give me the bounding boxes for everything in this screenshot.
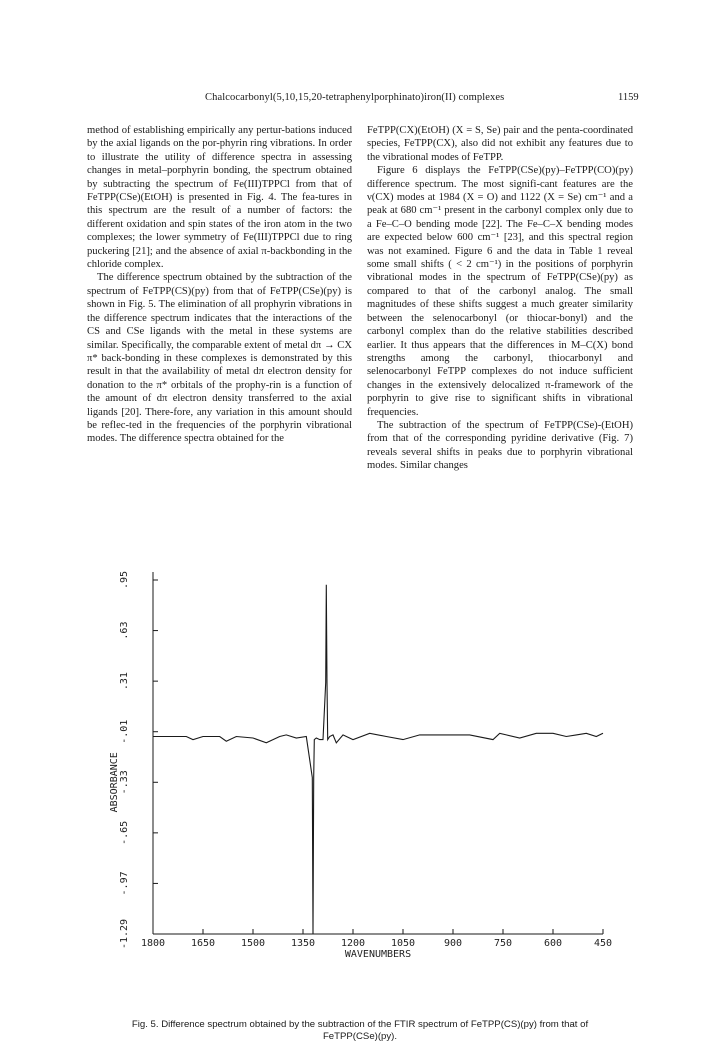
left-column <box>87 124 352 446</box>
y-tick-label: .31 <box>119 672 130 691</box>
chart-axes <box>153 572 603 934</box>
x-tick-label: 600 <box>543 938 563 949</box>
x-tick-label: 900 <box>443 938 463 949</box>
x-tick-label: 1200 <box>340 938 366 949</box>
y-tick-label: -1.29 <box>119 918 130 950</box>
figure-5 <box>95 552 615 1012</box>
running-title: Chalcocarbonyl(5,10,15,20-tetraphenylporphinato)iron(II) complexes <box>205 92 505 103</box>
paragraph: FeTPP(CX)(EtOH) (X = S, Se) pair and the penta-coordinated species, FeTPP(CX), also did not exhibit any features due to the vibrational modes of FeTPP. <box>367 125 633 163</box>
difference-spectrum-chart <box>95 552 615 1012</box>
y-tick-label: -.01 <box>119 719 130 744</box>
x-tick-label: 1500 <box>240 938 266 949</box>
x-tick-label: 750 <box>493 938 513 949</box>
x-tick-label: 1650 <box>190 938 216 949</box>
x-tick-labels <box>141 938 612 949</box>
figure-caption: Fig. 5. Difference spectrum obtained by the subtraction of the FTIR spectrum of FeTPP(CS)(py) from that of FeTPP(CSe)(py). <box>131 1019 589 1042</box>
page-number: 1159 <box>618 92 639 103</box>
x-tick-label: 1350 <box>290 938 316 949</box>
x-tick-label: 1800 <box>140 938 166 949</box>
y-tick-label: .95 <box>119 570 130 590</box>
y-tick-label: -.97 <box>119 871 130 896</box>
y-tick-label: -.65 <box>119 820 130 845</box>
paragraph: method of establishing empirically any pertur-bations induced by the axial ligands on the por-phyrin ring vibrations. In order to illustrate the utility of difference spectra in assessing changes in metal–porphyrin bonding, the spectrum obtained by subtracting the spectrum of Fe(III)TPPCl from that of FeTPP(CSe)(EtOH) is presented in Fig. 4. The fea-tures in this spectrum are the result of a number of factors: the different oxidation and spin states of the iron atom in the two complexes; the lower symmetry of Fe(III)TPPCl due to ring puckering [21]; and the absence of axial π-backbonding in the chloride complex. <box>87 125 352 271</box>
paragraph: The difference spectrum obtained by the subtraction of the spectrum of FeTPP(CS)(py) from that of FeTPP(CSe)(py) is shown in Fig. 5. The elimination of all prophyrin vibrations in the difference spectrum indicates that the interactions of the CS and CSe ligands with the metal in these systems are similar. Specifically, the comparable extent of metal dπ → CX π* back-bonding in these complexes is demonstrated by this result in that the availability of metal dπ electron density for donation to the π* orbitals of the prophy-rin is a function of the amount of dπ electron density transferred to the axial ligands [20]. There-fore, any variation in this amount should be reflec-ted in the frequencies of the porphyrin vibrational modes. The difference spectra obtained for the <box>87 272 352 445</box>
y-axis-label: ABSORBANCE <box>109 752 120 813</box>
paragraph: Figure 6 displays the FeTPP(CSe)(py)–FeTPP(CO)(py) difference spectrum. The most signifi-cant features are the ν(CX) modes at 1984 (X = O) and 1122 (X = Se) cm⁻¹ and a peak at 680 cm⁻¹ present in the carbonyl complex only due to a Fe–C–O bending mode [22]. The Fe–C–X bending modes are expected below 600 cm⁻¹ [23], and this spectral region was not examined. Figure 6 and the data in Table 1 reveal some small shifts ( < 2 cm⁻¹) in the positions of porphyrin vibrational modes in the spectrum of FeTPP(CSe)(py) as compared to that of the carbonyl analog. The small magnitudes of these shifts suggest a much greater similarity between the selenocarbonyl (or thiocar-bonyl) and the carbonyl complex than do the relative stabilities described earlier. It thus appears that the differences in M–C(X) bond strengths among the carbonyl, thiocarbonyl and selenocarbonyl FeTPP complexes do not induce sufficient changes in the extensively delocalized π-framework of the porphyrin to give rise to significant shifts in vibrational frequencies. <box>367 165 633 418</box>
x-tick-label: 450 <box>593 938 613 949</box>
spectrum-line <box>153 585 603 934</box>
x-axis-label: WAVENUMBERS <box>344 949 412 960</box>
y-tick-labels <box>119 571 130 949</box>
right-column <box>367 124 633 473</box>
y-tick-label: .63 <box>119 621 130 640</box>
paragraph: The subtraction of the spectrum of FeTPP(CSe)-(EtOH) from that of the corresponding pyridine derivative (Fig. 7) reveals several shifts in peaks due to porphyrin vibrational modes. Similar changes <box>367 419 633 472</box>
x-tick-label: 1050 <box>390 938 416 949</box>
y-tick-label: -.33 <box>119 770 130 795</box>
